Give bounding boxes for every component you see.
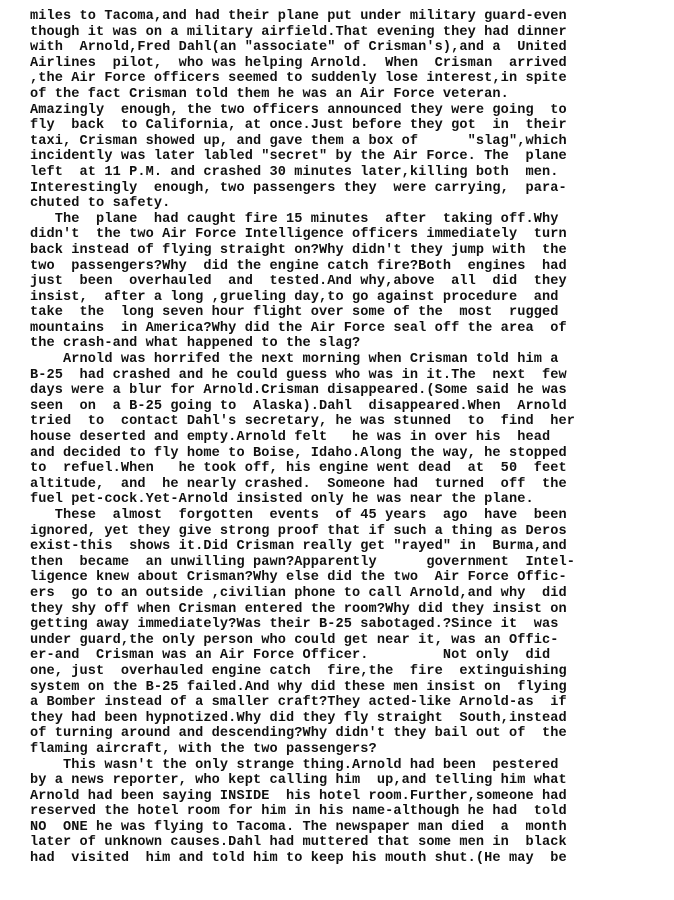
text-line: they had been hypnotized.Why did they fly straight South,instead [30, 710, 567, 726]
text-line: though it was on a military airfield.That evening they had dinner [30, 24, 567, 40]
text-line: chuted to safety. [30, 196, 171, 212]
text-line: two passengers?Why did the engine catch fire?Both engines had [30, 258, 567, 274]
text-line: of the fact Crisman told them he was an Air Force veteran. [30, 86, 509, 102]
text-line: by a news reporter, who kept calling him up,and telling him what [30, 773, 567, 789]
text-line: of turning around and descending?Why didn't they bail out of the [30, 726, 567, 742]
text-line: back instead of flying straight on?Why didn't they jump with the [30, 242, 567, 258]
text-line: fuel pet-cock.Yet-Arnold insisted only he was near the plane. [30, 492, 534, 508]
text-line: Airlines pilot, who was helping Arnold. When Crisman arrived [30, 55, 567, 71]
text-line: system on the B-25 failed.And why did these men insist on flying [30, 679, 567, 695]
text-line: seen on a B-25 going to Alaska).Dahl disappeared.When Arnold [30, 398, 567, 414]
text-line: These almost forgotten events of 45 years ago have been [30, 508, 567, 523]
text-line: Arnold was horrifed the next morning when Crisman told him a [30, 352, 559, 368]
text-line: miles to Tacoma,and had their plane put under military guard-even [30, 9, 567, 24]
text-line: getting away immediately?Was their B-25 sabotaged.?Since it was [30, 617, 559, 633]
text-line: The plane had caught fire 15 minutes after taking off.Why [30, 211, 559, 227]
text-line: ignored, yet they give strong proof that if such a thing as Deros [30, 523, 567, 539]
text-line: then became an unwilling pawn?Apparently government Intel- [30, 554, 575, 570]
text-line: days were a blur for Arnold.Crisman disappeared.(Some said he was [30, 383, 567, 399]
text-line: just been overhauled and tested.And why,above all did they [30, 274, 567, 290]
text-line: ,the Air Force officers seemed to suddenly lose interest,in spite [30, 71, 567, 87]
text-line: Amazingly enough, the two officers announced they were going to [30, 102, 567, 118]
text-line: incidently was later labled "secret" by the Air Force. The plane [30, 149, 567, 165]
typewritten-text-body [30, 9, 650, 867]
text-line: insist, after a long ,grueling day,to go against procedure and [30, 289, 559, 305]
text-line: under guard,the only person who could get near it, was an Offic- [30, 632, 559, 648]
text-line: with Arnold,Fred Dahl(an "associate" of Crisman's),and a United [30, 40, 567, 56]
text-line: NO ONE he was flying to Tacoma. The newspaper man died a month [30, 819, 567, 835]
text-line: left at 11 P.M. and crashed 30 minutes later,killing both men. [30, 164, 559, 180]
text-line: take the long seven hour flight over some of the most rugged [30, 305, 559, 321]
text-line: had visited him and told him to keep his mouth shut.(He may be [30, 851, 567, 867]
text-line: fly back to California, at once.Just before they got in their [30, 118, 567, 134]
text-line: one, just overhauled engine catch fire,the fire extinguishing [30, 663, 567, 679]
text-line: to refuel.When he took off, his engine went dead at 50 feet [30, 461, 567, 477]
text-line: they shy off when Crisman entered the room?Why did they insist on [30, 601, 567, 617]
text-line: Interestingly enough, two passengers they were carrying, para- [30, 180, 567, 196]
text-line: and decided to fly home to Boise, Idaho.Along the way, he stopped [30, 445, 567, 461]
text-line: tried to contact Dahl's secretary, he was stunned to find her [30, 414, 575, 430]
text-line: house deserted and empty.Arnold felt he was in over his head [30, 430, 551, 446]
text-line: mountains in America?Why did the Air Force seal off the area of [30, 320, 567, 336]
text-line: ligence knew about Crisman?Why else did the two Air Force Offic- [30, 570, 567, 586]
text-line: a Bomber instead of a smaller craft?They acted-like Arnold-as if [30, 695, 567, 711]
text-line: This wasn't the only strange thing.Arnold had been pestered [30, 757, 559, 773]
text-line: reserved the hotel room for him in his name-although he had told [30, 804, 567, 820]
text-line: later of unknown causes.Dahl had muttered that some men in black [30, 835, 567, 851]
text-line: flaming aircraft, with the two passengers? [30, 741, 377, 757]
text-line: the crash-and what happened to the slag? [30, 336, 361, 352]
text-line: exist-this shows it.Did Crisman really get "rayed" in Burma,and [30, 539, 567, 555]
text-line: Arnold had been saying INSIDE his hotel room.Further,someone had [30, 788, 567, 804]
text-line: didn't the two Air Force Intelligence officers immediately turn [30, 227, 567, 243]
text-line: ers go to an outside ,civilian phone to call Arnold,and why did [30, 585, 567, 601]
text-line: altitude, and he nearly crashed. Someone had turned off the [30, 476, 567, 492]
text-line: taxi, Crisman showed up, and gave them a box of "slag",which [30, 133, 567, 149]
text-line: B-25 had crashed and he could guess who was in it.The next few [30, 367, 567, 383]
text-line: er-and Crisman was an Air Force Officer. Not only did [30, 648, 551, 664]
